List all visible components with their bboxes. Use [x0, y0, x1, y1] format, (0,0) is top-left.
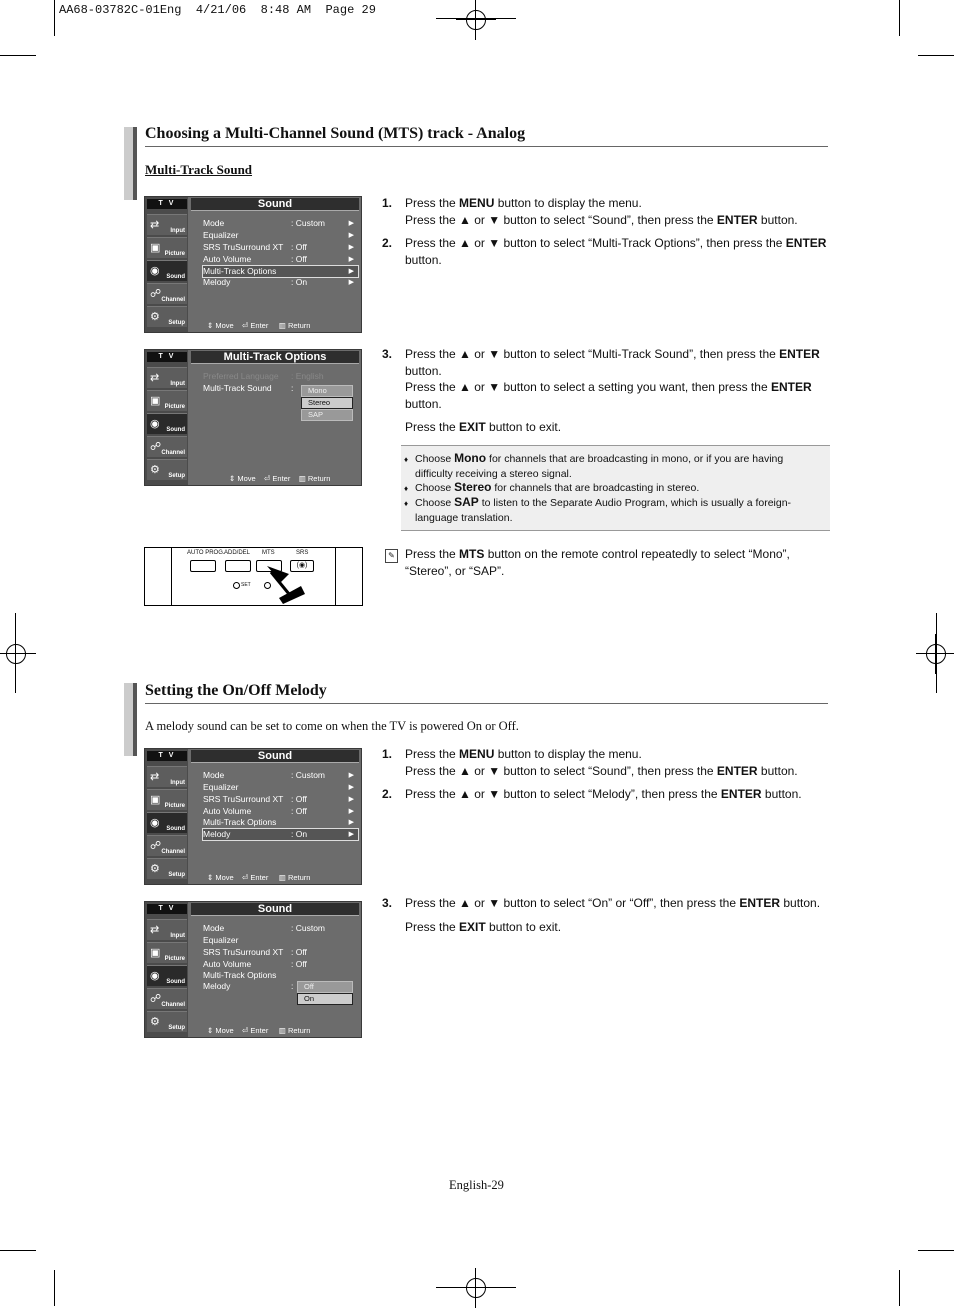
arrow-right-icon: ▶	[348, 772, 354, 779]
setup-icon: ⚙	[150, 1016, 160, 1028]
menu-row[interactable]: Melody :	[203, 981, 294, 991]
section-accent	[133, 127, 137, 200]
sound-icon: ◉	[150, 265, 160, 277]
sidebar-item-sound[interactable]: ◉ Sound	[147, 413, 187, 434]
arrow-right-icon: ▶	[348, 819, 354, 826]
menu-row[interactable]: SRS TruSurround XT : Off ▶	[203, 242, 354, 252]
sidebar-item-channel[interactable]: ☍ Channel	[147, 835, 187, 856]
menu-row[interactable]: SRS TruSurround XT : Off ▶	[203, 794, 354, 804]
tv-label: T V	[147, 751, 187, 761]
sidebar-item-channel[interactable]: ☍ Channel	[147, 988, 187, 1009]
menu-footer: ⇕ Move ⏎ Enter ▥ Return	[207, 321, 311, 330]
menu-row[interactable]: Auto Volume : Off ▶	[203, 806, 354, 816]
channel-icon: ☍	[150, 840, 162, 852]
sidebar-item-picture[interactable]: ▣ Picture	[147, 237, 187, 258]
tip-text: Press the MTS button on the remote control repeatedly to select “Mono”, “Stereo”, or “SAP”.	[405, 547, 790, 578]
menu-title: Multi-Track Options	[191, 351, 359, 364]
note-item: Choose Stereo for channels that are broadcasting in stereo.	[415, 480, 700, 494]
step-text: Press the ▲ or ▼ button to select “On” or “Off”, then press the ENTER button.	[405, 896, 821, 910]
step-number: 1.	[382, 196, 393, 210]
step-number: 2.	[382, 236, 393, 250]
menu-row[interactable]: SRS TruSurround XT : Off	[203, 947, 307, 957]
tv-label: T V	[147, 904, 187, 914]
sidebar-item-sound[interactable]: ◉ Sound	[147, 812, 187, 833]
menu-title: Sound	[191, 198, 359, 211]
arrow-right-icon: ▶	[348, 220, 354, 227]
crop-mark	[54, 0, 55, 36]
step-text: Press the EXIT button to exit.	[405, 920, 562, 934]
osd-menu-melody	[144, 901, 362, 1038]
setup-icon: ⚙	[150, 311, 160, 323]
remote-label: ADD/DEL	[224, 550, 251, 556]
step-text: Press the MENU button to display the menu. Press the ▲ or ▼ button to select “Sound”, then press the ENTER button.	[405, 196, 798, 227]
osd-menu-multi-track	[144, 349, 362, 486]
arrow-right-icon: ▶	[348, 244, 354, 251]
crop-mark	[0, 1250, 36, 1251]
arrow-right-icon: ▶	[348, 784, 354, 791]
note-icon: ✎	[385, 549, 398, 563]
bullet-icon: ♦	[404, 484, 409, 493]
osd-menu-sound	[144, 196, 362, 333]
note-item: Choose Mono for channels that are broadcasting in mono, or if you are having difficulty receiving a stereo signal.	[415, 451, 784, 480]
page-number: English-29	[449, 1178, 504, 1192]
arrow-right-icon: ▶	[348, 808, 354, 815]
channel-icon: ☍	[150, 441, 162, 453]
arrow-right-icon: ▶	[348, 256, 354, 263]
section-accent	[124, 683, 133, 756]
menu-row[interactable]: Multi-Track Options	[203, 970, 277, 980]
subheading: Multi-Track Sound	[145, 162, 253, 177]
sound-icon: ◉	[150, 970, 160, 982]
print-header: AA68-03782C-01Eng 4/21/06 8:48 AM Page 29	[59, 3, 376, 17]
tv-label: T V	[147, 352, 187, 362]
menu-title: Sound	[191, 750, 359, 763]
crop-mark	[54, 1270, 55, 1306]
menu-row[interactable]: Equalizer ▶	[203, 782, 354, 792]
option-off[interactable]: Off	[297, 981, 353, 993]
pointing-hand-icon	[259, 564, 309, 604]
sidebar-item-setup[interactable]: ⚙ Setup	[147, 858, 187, 879]
section-rule	[145, 146, 828, 147]
note-item: Choose SAP to listen to the Separate Audio Program, which is usually a foreign-language translation.	[415, 495, 792, 524]
osd-menu-sound	[144, 748, 362, 885]
input-icon: ⇄	[150, 771, 160, 783]
step-text: Press the ▲ or ▼ button to select “Melody”, then press the ENTER button.	[405, 787, 802, 801]
option-list[interactable]	[297, 981, 353, 1005]
registration-mark-icon	[456, 0, 496, 40]
crop-mark	[899, 1270, 900, 1306]
section-rule	[145, 703, 828, 704]
menu-footer: ⇕ Move ⏎ Enter ▥ Return	[207, 1026, 311, 1035]
menu-row[interactable]: Equalizer ▶	[203, 230, 354, 240]
remote-label: AUTO PROG.	[187, 550, 225, 556]
option-stereo[interactable]: Stereo	[301, 397, 353, 409]
add-del-button[interactable]	[225, 560, 251, 572]
setup-icon: ⚙	[150, 863, 160, 875]
sidebar-item-input[interactable]: ⇄ Input	[147, 367, 187, 388]
arrow-right-icon: ▶	[348, 831, 354, 838]
menu-row-selected[interactable]: Melody : On ▶	[202, 828, 359, 841]
sidebar-item-sound[interactable]: ◉ Sound	[147, 965, 187, 986]
menu-title: Sound	[191, 903, 359, 916]
set-button[interactable]	[233, 582, 240, 589]
sidebar-item-input[interactable]: ⇄ Input	[147, 766, 187, 787]
arrow-right-icon: ▶	[348, 279, 354, 286]
menu-footer: ⇕ Move ⏎ Enter ▥ Return	[207, 873, 311, 882]
sidebar-item-picture[interactable]: ▣ Picture	[147, 789, 187, 810]
sidebar-item-setup[interactable]: ⚙ Setup	[147, 306, 187, 327]
setup-icon: ⚙	[150, 464, 160, 476]
step-number: 2.	[382, 787, 393, 801]
auto-prog-button[interactable]	[190, 560, 216, 572]
menu-row[interactable]: Mode : Custom	[203, 923, 326, 933]
section-title: Choosing a Multi-Channel Sound (MTS) track - Analog	[145, 125, 526, 142]
sound-icon: ◉	[150, 817, 160, 829]
set-label: SET	[241, 582, 251, 588]
menu-row-disabled: Preferred Language : English	[203, 371, 324, 381]
sidebar-item-picture[interactable]: ▣ Picture	[147, 942, 187, 963]
step-number: 3.	[382, 347, 393, 361]
bullet-icon: ♦	[404, 455, 409, 464]
menu-row[interactable]: Melody : On ▶	[203, 277, 354, 287]
tv-label: T V	[147, 199, 187, 209]
option-on[interactable]: On	[297, 993, 353, 1005]
step-number: 1.	[382, 747, 393, 761]
bullet-icon: ♦	[404, 499, 409, 508]
menu-row[interactable]: Auto Volume : Off	[203, 959, 307, 969]
registration-mark-icon	[0, 634, 36, 674]
sidebar-item-input[interactable]: ⇄ Input	[147, 919, 187, 940]
picture-icon: ▣	[150, 794, 161, 806]
menu-row[interactable]: Equalizer	[203, 935, 239, 945]
input-icon: ⇄	[150, 924, 160, 936]
menu-row[interactable]: Auto Volume : Off ▶	[203, 254, 354, 264]
arrow-right-icon: ▶	[348, 268, 354, 275]
arrow-right-icon: ▶	[348, 796, 354, 803]
srs-button[interactable]: (◉)	[290, 560, 314, 572]
sidebar-item-picture[interactable]: ▣ Picture	[147, 390, 187, 411]
menu-row[interactable]: Mode : Custom ▶	[203, 770, 354, 780]
picture-icon: ▣	[150, 242, 161, 254]
step-text: Press the EXIT button to exit.	[405, 420, 562, 434]
arrow-right-icon: ▶	[348, 232, 354, 239]
option-mono[interactable]: Mono	[301, 385, 353, 397]
section-title: Setting the On/Off Melody	[145, 682, 327, 699]
section-accent	[124, 127, 133, 200]
intro-text: A melody sound can be set to come on when the TV is powered On or Off.	[145, 719, 519, 733]
section-accent	[133, 683, 137, 756]
input-icon: ⇄	[150, 219, 160, 231]
sidebar-item-channel[interactable]: ☍ Channel	[147, 436, 187, 457]
menu-footer: ⇕ Move ⏎ Enter ▥ Return	[229, 474, 331, 483]
crop-mark	[0, 55, 36, 56]
sound-icon: ◉	[150, 418, 160, 430]
registration-mark-icon	[916, 634, 954, 674]
option-sap[interactable]: SAP	[301, 409, 353, 421]
step-number: 3.	[382, 896, 393, 910]
notes-box	[401, 445, 830, 531]
option-list[interactable]	[301, 385, 353, 421]
menu-row[interactable]: Multi-Track Options ▶	[203, 817, 354, 827]
sidebar-item-setup[interactable]: ⚙ Setup	[147, 1011, 187, 1032]
menu-row-selected[interactable]: Multi-Track Options ▶	[202, 265, 359, 278]
sidebar-item-channel[interactable]: ☍ Channel	[147, 283, 187, 304]
crop-mark	[918, 1250, 954, 1251]
step-text: Press the MENU button to display the menu. Press the ▲ or ▼ button to select “Sound”, then press the ENTER button.	[405, 747, 798, 778]
remote-label: SRS	[296, 550, 309, 556]
remote-illustration	[144, 547, 363, 606]
input-icon: ⇄	[150, 372, 160, 384]
step-text: Press the ▲ or ▼ button to select “Multi-Track Sound”, then press the ENTER button. Press the ▲ or ▼ button to select a setting you want, then press the ENTER button.	[405, 347, 820, 411]
sidebar-item-setup[interactable]: ⚙ Setup	[147, 459, 187, 480]
crop-mark	[899, 0, 900, 36]
channel-icon: ☍	[150, 993, 162, 1005]
registration-mark-icon	[456, 1268, 496, 1308]
sidebar-item-input[interactable]: ⇄ Input	[147, 214, 187, 235]
channel-icon: ☍	[150, 288, 162, 300]
picture-icon: ▣	[150, 947, 161, 959]
menu-row[interactable]: Multi-Track Sound :	[203, 383, 294, 393]
crop-mark	[918, 55, 954, 56]
picture-icon: ▣	[150, 395, 161, 407]
sidebar-item-sound[interactable]: ◉ Sound	[147, 260, 187, 281]
remote-label: MTS	[262, 550, 275, 556]
step-text: Press the ▲ or ▼ button to select “Multi-Track Options”, then press the ENTER button.	[405, 236, 827, 267]
menu-row[interactable]: Mode : Custom ▶	[203, 218, 354, 228]
